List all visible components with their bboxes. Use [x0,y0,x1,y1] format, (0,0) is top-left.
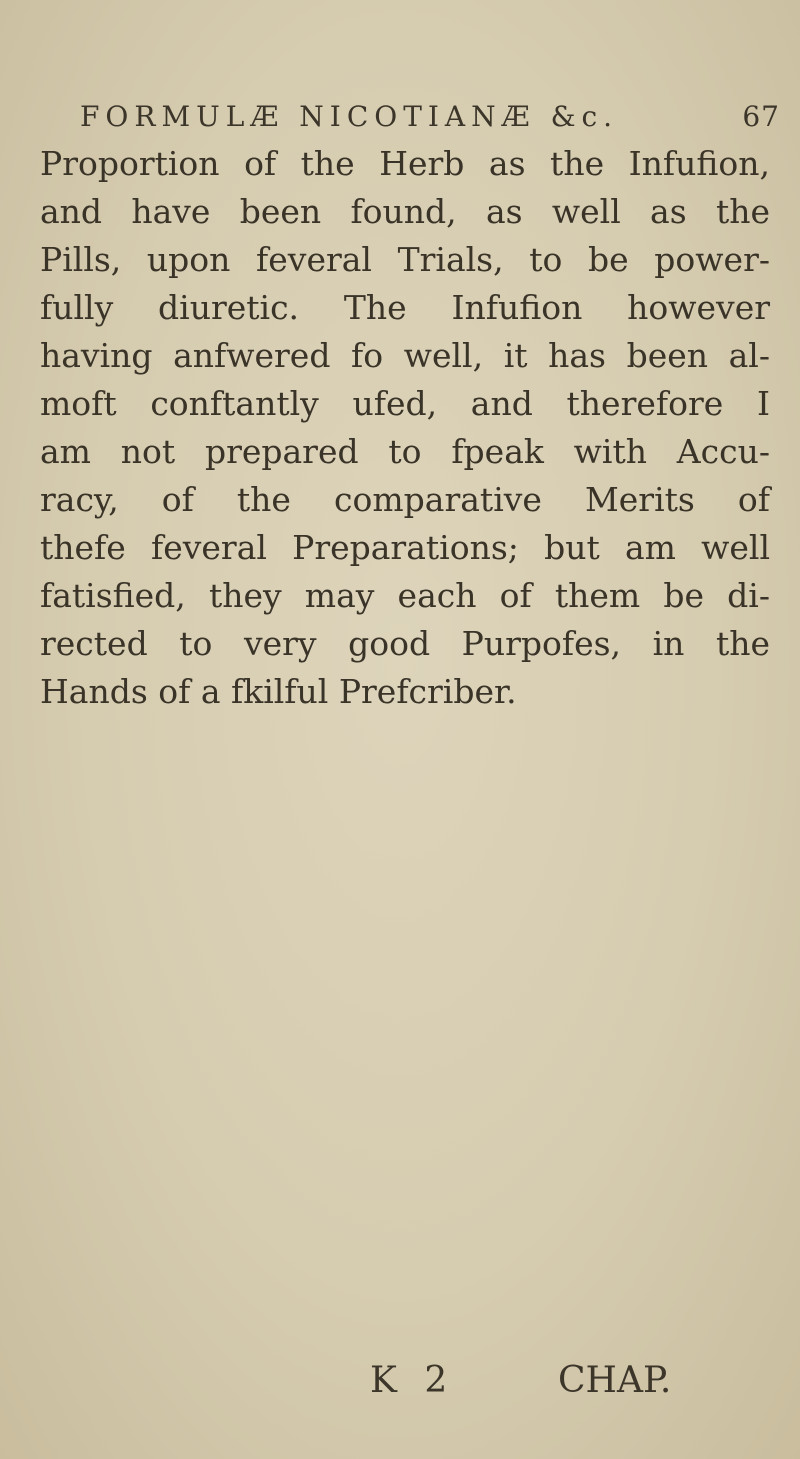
text-line: and have been found, as well as the [40,192,770,231]
text-line: Proportion of the Herb as the Infufion, [40,144,770,183]
catchline [0,1360,800,1416]
text-line: moft conftantly ufed, and therefore I [40,384,770,423]
text-line: am not prepared to fpeak with Accu- [40,432,770,471]
text-line: fatisfied, they may each of them be di- [40,576,770,615]
signature-mark: K 2 [370,1360,456,1401]
page-number: 67 [742,100,780,133]
catchword: CHAP. [558,1360,672,1401]
text-line: fully diuretic. The Infufion however [40,288,770,327]
text-line: Pills, upon feveral Trials, to be power- [40,240,770,279]
running-head [80,100,780,140]
running-head-title: FORMULÆ NICOTIANÆ &c. [80,100,619,133]
text-line: having anfwered fo well, it has been al- [40,336,770,375]
body-text [40,140,770,716]
text-line: Hands of a fkilful Prefcriber. [40,672,517,711]
text-line: racy, of the comparative Merits of [40,480,770,519]
text-line: rected to very good Purpofes, in the [40,624,770,663]
text-line: thefe feveral Preparations; but am well [40,528,770,567]
